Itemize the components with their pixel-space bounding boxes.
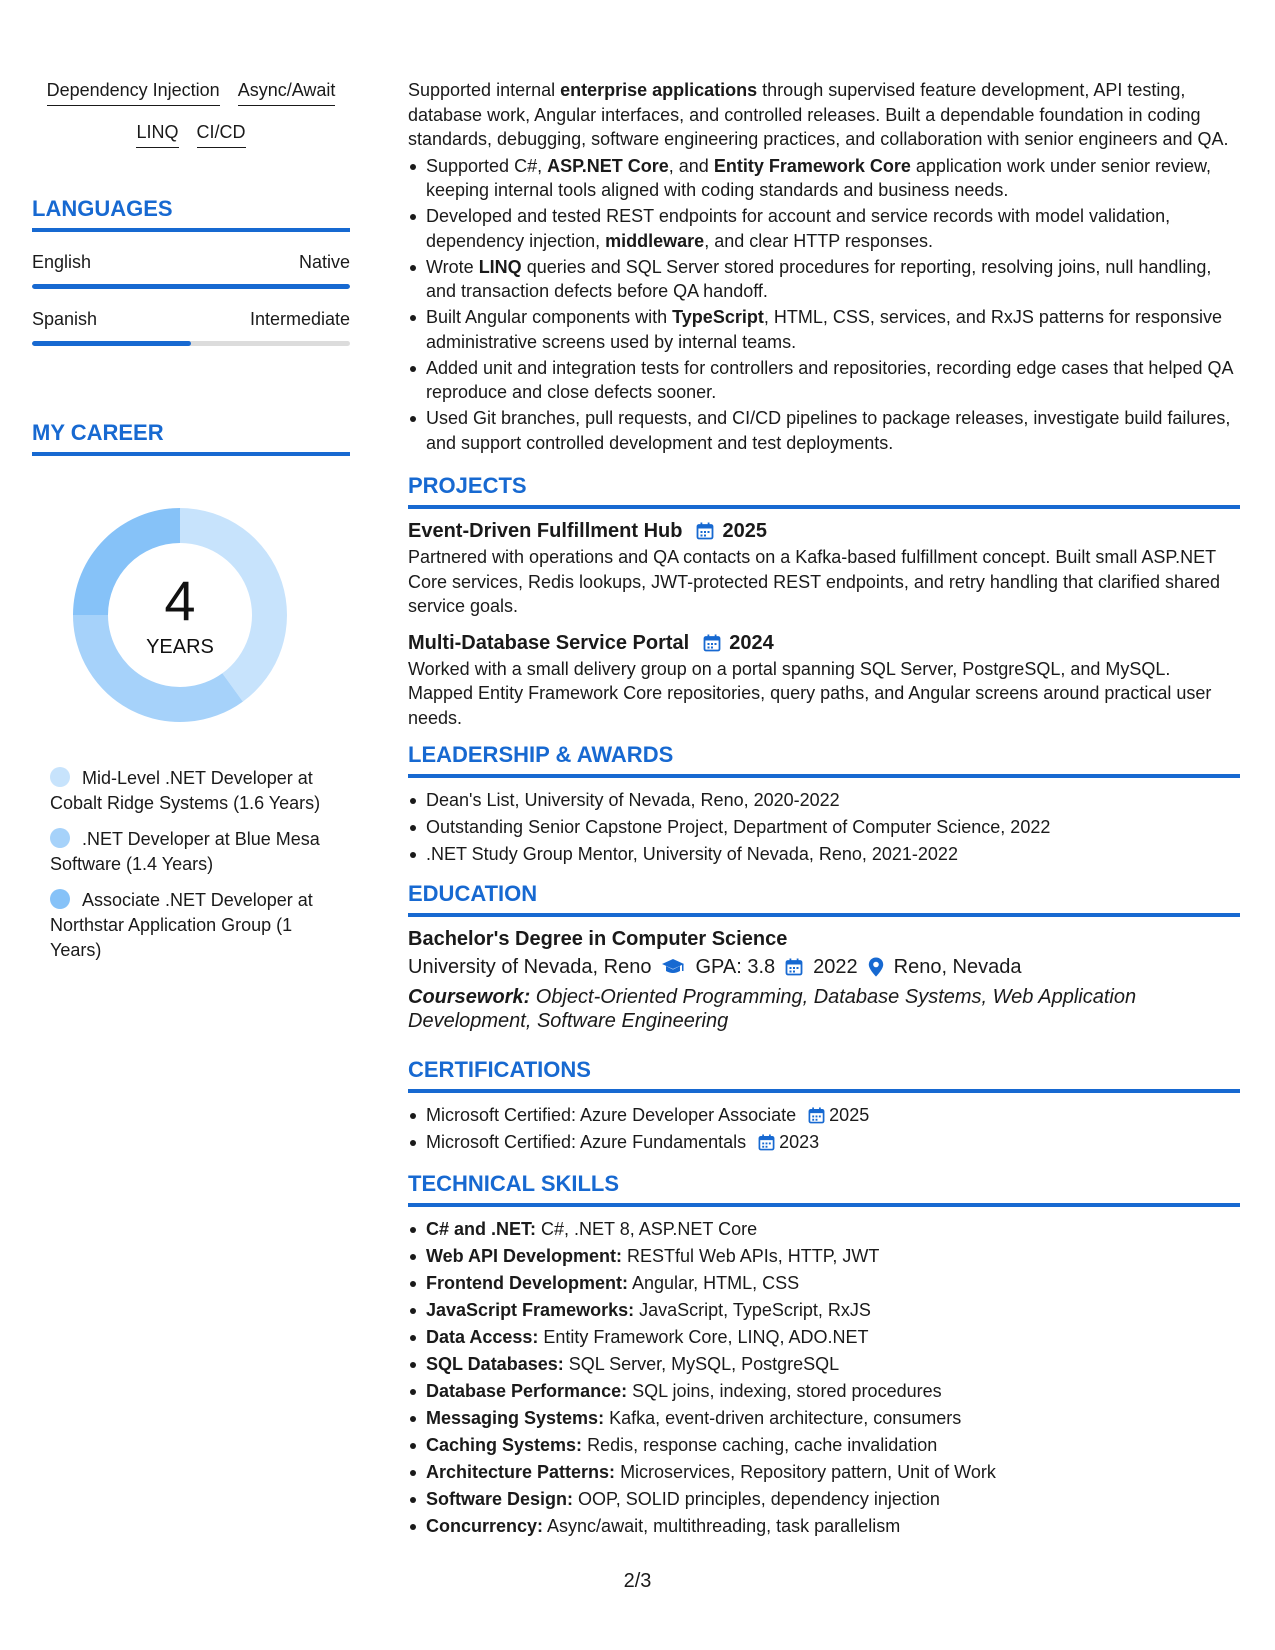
skill-item: [408, 1244, 1240, 1269]
career-donut-chart: [65, 500, 295, 730]
calendar-icon: [785, 958, 803, 976]
skill-value: Kafka, event-driven architecture, consumers: [604, 1408, 962, 1428]
career-total-unit: YEARS: [146, 636, 214, 658]
body-text: Built Angular components with: [426, 307, 673, 327]
project-entry: [408, 629, 1240, 731]
emphasis-text: Entity Framework Core: [713, 155, 911, 176]
education-location: Reno, Nevada: [893, 956, 1022, 978]
skill-item: [408, 1271, 1240, 1296]
skill-value: Async/await, multithreading, task parallelism: [543, 1516, 901, 1536]
skill-value: RESTful Web APIs, HTTP, JWT: [622, 1246, 880, 1266]
technical-skills-heading: TECHNICAL SKILLS: [408, 1169, 1240, 1207]
certification-name: Microsoft Certified: Azure Developer Associate: [426, 1105, 797, 1125]
leadership-heading: LEADERSHIP & AWARDS: [408, 740, 1240, 778]
education-heading: EDUCATION: [408, 879, 1240, 917]
projects-heading: PROJECTS: [408, 471, 1240, 509]
project-year: 2025: [722, 520, 767, 542]
skill-item: [408, 1352, 1240, 1377]
leadership-list: [408, 788, 1240, 867]
emphasis-text: enterprise applications: [560, 80, 758, 100]
skill-tags: [32, 78, 350, 148]
location-pin-icon: [868, 957, 884, 977]
language-proficiency-fill: [32, 341, 191, 346]
certification-item: [408, 1130, 1240, 1155]
body-text: Wrote: [426, 256, 479, 277]
skill-item: [408, 1406, 1240, 1431]
experience-bullet: [408, 406, 1240, 455]
skill-label: C# and .NET:: [426, 1219, 537, 1239]
experience-bullet: [408, 255, 1240, 304]
skill-value: OOP, SOLID principles, dependency injection: [573, 1489, 940, 1509]
calendar-icon: [758, 1134, 775, 1151]
language-proficiency-bar: [32, 341, 350, 346]
skill-item: [408, 1460, 1240, 1485]
experience-bullets: [408, 154, 1240, 456]
skill-label: Architecture Patterns:: [426, 1462, 616, 1482]
experience-bullet: [408, 305, 1240, 354]
education-degree: Bachelor's Degree in Computer Science: [408, 928, 788, 950]
leadership-item: .NET Study Group Mentor, University of Nevada, Reno, 2021-2022: [408, 842, 1240, 867]
skill-label: Caching Systems:: [426, 1435, 583, 1455]
body-text: Added unit and integration tests for controllers and repositories, recording edge cases that helped QA reproduce and close defects sooner.: [426, 357, 1233, 402]
page-number: 2/3: [623, 1570, 652, 1592]
education-school: University of Nevada, Reno: [408, 956, 652, 978]
skill-value: Redis, response caching, cache invalidation: [582, 1435, 938, 1455]
certification-item: [408, 1103, 1240, 1128]
career-role-label: Mid-Level .NET Developer at Cobalt Ridge Systems (1.6 Years): [50, 768, 321, 813]
language-name: Spanish: [32, 309, 98, 329]
coursework-text: Object-Oriented Programming, Database Systems, Web Application Development, Software Engineering: [408, 986, 1137, 1032]
emphasis-text: LINQ: [478, 256, 522, 277]
body-text: , and clear HTTP responses.: [704, 230, 933, 251]
language-level: Native: [298, 252, 350, 272]
education-entry: [408, 925, 1240, 1033]
skill-tag: CI/CD: [197, 120, 246, 148]
body-text: application work under senior review, keeping internal tools aligned with coding standards and business needs.: [426, 155, 1212, 200]
skill-item: [408, 1325, 1240, 1350]
career-heading: MY CAREER: [32, 418, 350, 456]
coursework-label: Coursework:: [408, 986, 531, 1008]
body-text: through supervised feature development, API testing, database work, Angular interfaces, and controlled releases. Built a dependable foundation in coding standards, debugging, software engineering practices, and collaboration with senior engineers and QA.: [408, 80, 1229, 149]
main-column: [408, 78, 1240, 1541]
skill-value: SQL Server, MySQL, PostgreSQL: [563, 1354, 840, 1374]
calendar-icon: [808, 1107, 825, 1124]
skill-value: JavaScript, TypeScript, RxJS: [634, 1300, 871, 1320]
languages-heading: LANGUAGES: [32, 194, 350, 232]
skill-tag: Dependency Injection: [47, 78, 220, 106]
calendar-icon: [703, 634, 721, 652]
emphasis-text: ASP.NET Core: [547, 155, 669, 176]
language-entry: [32, 250, 350, 289]
skill-label: JavaScript Frameworks:: [426, 1300, 635, 1320]
skill-item: [408, 1433, 1240, 1458]
education-year: 2022: [813, 956, 858, 978]
emphasis-text: TypeScript: [672, 307, 764, 327]
career-role-label: .NET Developer at Blue Mesa Software (1.4 Years): [50, 829, 320, 874]
certifications-heading: CERTIFICATIONS: [408, 1055, 1240, 1093]
certification-name: Microsoft Certified: Azure Fundamentals: [426, 1132, 747, 1152]
emphasis-text: middleware: [605, 230, 705, 251]
language-entry: [32, 307, 350, 346]
experience-summary: [408, 78, 1240, 152]
body-text: , and: [668, 155, 714, 176]
certification-year: 2025: [829, 1105, 870, 1125]
project-year: 2024: [729, 631, 774, 654]
skill-tag: Async/Await: [238, 78, 336, 106]
career-role-label: Associate .NET Developer at Northstar Application Group (1 Years): [50, 890, 313, 960]
body-text: , HTML, CSS, services, and RxJS patterns for responsive administrative screens used by internal teams.: [426, 307, 1222, 352]
legend-dot: [50, 889, 70, 909]
education-gpa: GPA: 3.8: [695, 956, 776, 978]
language-name: English: [32, 252, 92, 272]
body-text: Supported C#,: [426, 155, 548, 176]
project-description: Worked with a small delivery group on a portal spanning SQL Server, PostgreSQL, and MySQL. Mapped Entity Framework Core repositories, query paths, and Angular screens around practical user needs.: [408, 658, 1212, 728]
career-legend-item: [50, 888, 340, 963]
skill-value: SQL joins, indexing, stored procedures: [627, 1381, 942, 1401]
project-title: Event-Driven Fulfillment Hub: [408, 520, 683, 542]
language-level: Intermediate: [249, 309, 350, 329]
graduation-cap-icon: [661, 958, 685, 976]
leadership-item: Outstanding Senior Capstone Project, Department of Computer Science, 2022: [408, 815, 1240, 840]
skill-label: Frontend Development:: [426, 1273, 629, 1293]
experience-bullet: [408, 204, 1240, 253]
skill-item: [408, 1217, 1240, 1242]
skill-label: Web API Development:: [426, 1246, 623, 1266]
experience-bullet: [408, 154, 1240, 203]
skill-label: SQL Databases:: [426, 1354, 564, 1374]
skill-value: C#, .NET 8, ASP.NET Core: [536, 1219, 758, 1239]
body-text: Developed and tested REST endpoints for account and service records with model validation, dependency injection,: [426, 206, 1171, 251]
body-text: Used Git branches, pull requests, and CI/CD pipelines to package releases, investigate build failures, and support controlled development and test deployments.: [426, 408, 1231, 453]
project-entry: [408, 517, 1240, 619]
language-proficiency-fill: [32, 284, 350, 289]
skill-item: [408, 1514, 1240, 1539]
skill-item: [408, 1298, 1240, 1323]
legend-dot: [50, 828, 70, 848]
skill-label: Software Design:: [426, 1489, 574, 1509]
skill-label: Messaging Systems:: [426, 1408, 605, 1428]
leadership-item: Dean's List, University of Nevada, Reno, 2020-2022: [408, 788, 1240, 813]
skill-label: Concurrency:: [426, 1516, 544, 1536]
body-text: Supported internal: [408, 80, 561, 100]
skill-label: Data Access:: [426, 1327, 539, 1347]
body-text: queries and SQL Server stored procedures for reporting, resolving joins, null handling, and transaction defects before QA handoff.: [426, 256, 1212, 301]
skill-value: Entity Framework Core, LINQ, ADO.NET: [538, 1327, 869, 1347]
sidebar: [32, 78, 350, 974]
technical-skills-list: [408, 1217, 1240, 1539]
education-coursework: [408, 985, 1240, 1033]
language-proficiency-bar: [32, 284, 350, 289]
skill-item: [408, 1379, 1240, 1404]
career-legend-item: [50, 766, 340, 816]
career-legend: [32, 766, 350, 963]
skill-label: Database Performance:: [426, 1381, 628, 1401]
career-legend-item: [50, 827, 340, 877]
skill-value: Microservices, Repository pattern, Unit of Work: [615, 1462, 996, 1482]
skill-item: [408, 1487, 1240, 1512]
legend-dot: [50, 767, 70, 787]
skill-value: Angular, HTML, CSS: [628, 1273, 800, 1293]
career-total-number: 4: [164, 569, 196, 632]
project-title: Multi-Database Service Portal: [408, 631, 690, 654]
experience-bullet: [408, 356, 1240, 405]
skill-tag: LINQ: [136, 120, 178, 148]
project-description: Partnered with operations and QA contacts on a Kafka-based fulfillment concept. Built small ASP.NET Core services, Redis lookups, JWT-protected REST endpoints, and retry handling that clarified shared service goals.: [408, 547, 1221, 616]
certifications-list: [408, 1103, 1240, 1155]
certification-year: 2023: [779, 1132, 820, 1152]
calendar-icon: [696, 522, 714, 540]
